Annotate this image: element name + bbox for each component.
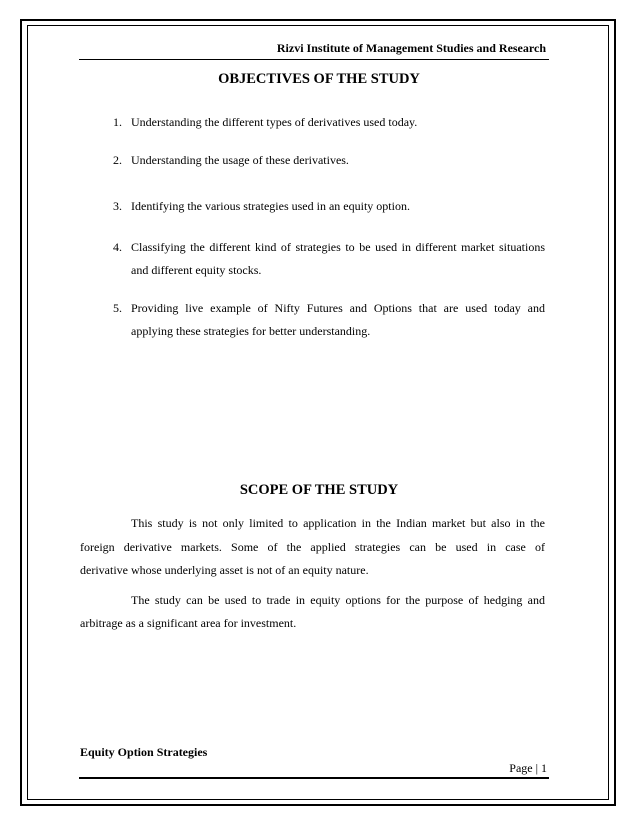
objective-text: Identifying the various strategies used in an equity option. <box>131 199 410 213</box>
objective-text: Understanding the different types of derivatives used today. <box>131 115 418 129</box>
objective-text: Classifying the different kind of strategies to be used in different market situations <box>131 240 545 254</box>
objective-number: 5. <box>113 301 122 315</box>
objectives-title: OBJECTIVES OF THE STUDY <box>218 71 420 87</box>
objective-number: 3. <box>113 199 122 213</box>
scope-p2-line-1: The study can be used to trade in equity options for the purpose of hedging and <box>131 593 545 607</box>
objective-text-cont: and different equity stocks. <box>131 263 262 277</box>
objective-text: Understanding the usage of these derivatives. <box>131 153 349 167</box>
objective-number: 2. <box>113 153 122 167</box>
scope-p1-line-3: derivative whose underlying asset is not of an equity nature. <box>80 563 369 577</box>
scope-p1-line-2: foreign derivative markets. Some of the applied strategies can be used in case of <box>80 540 545 554</box>
scope-p1-line-1: This study is not only limited to application in the Indian market but also in the <box>131 516 545 530</box>
footer-title: Equity Option Strategies <box>80 745 208 759</box>
header-institute: Rizvi Institute of Management Studies and Research <box>276 41 546 55</box>
objective-number: 4. <box>113 240 122 254</box>
objective-text: Providing live example of Nifty Futures and Options that are used today and <box>131 301 545 315</box>
footer-rule <box>79 777 549 779</box>
page-border-inner <box>27 25 609 800</box>
scope-title: SCOPE OF THE STUDY <box>239 482 399 498</box>
page-number: Page | 1 <box>509 761 547 775</box>
objective-text-cont: applying these strategies for better understanding. <box>131 324 371 338</box>
header-rule <box>79 59 549 60</box>
scope-p2-line-2: arbitrage as a significant area for investment. <box>80 616 297 630</box>
objective-number: 1. <box>113 115 122 129</box>
